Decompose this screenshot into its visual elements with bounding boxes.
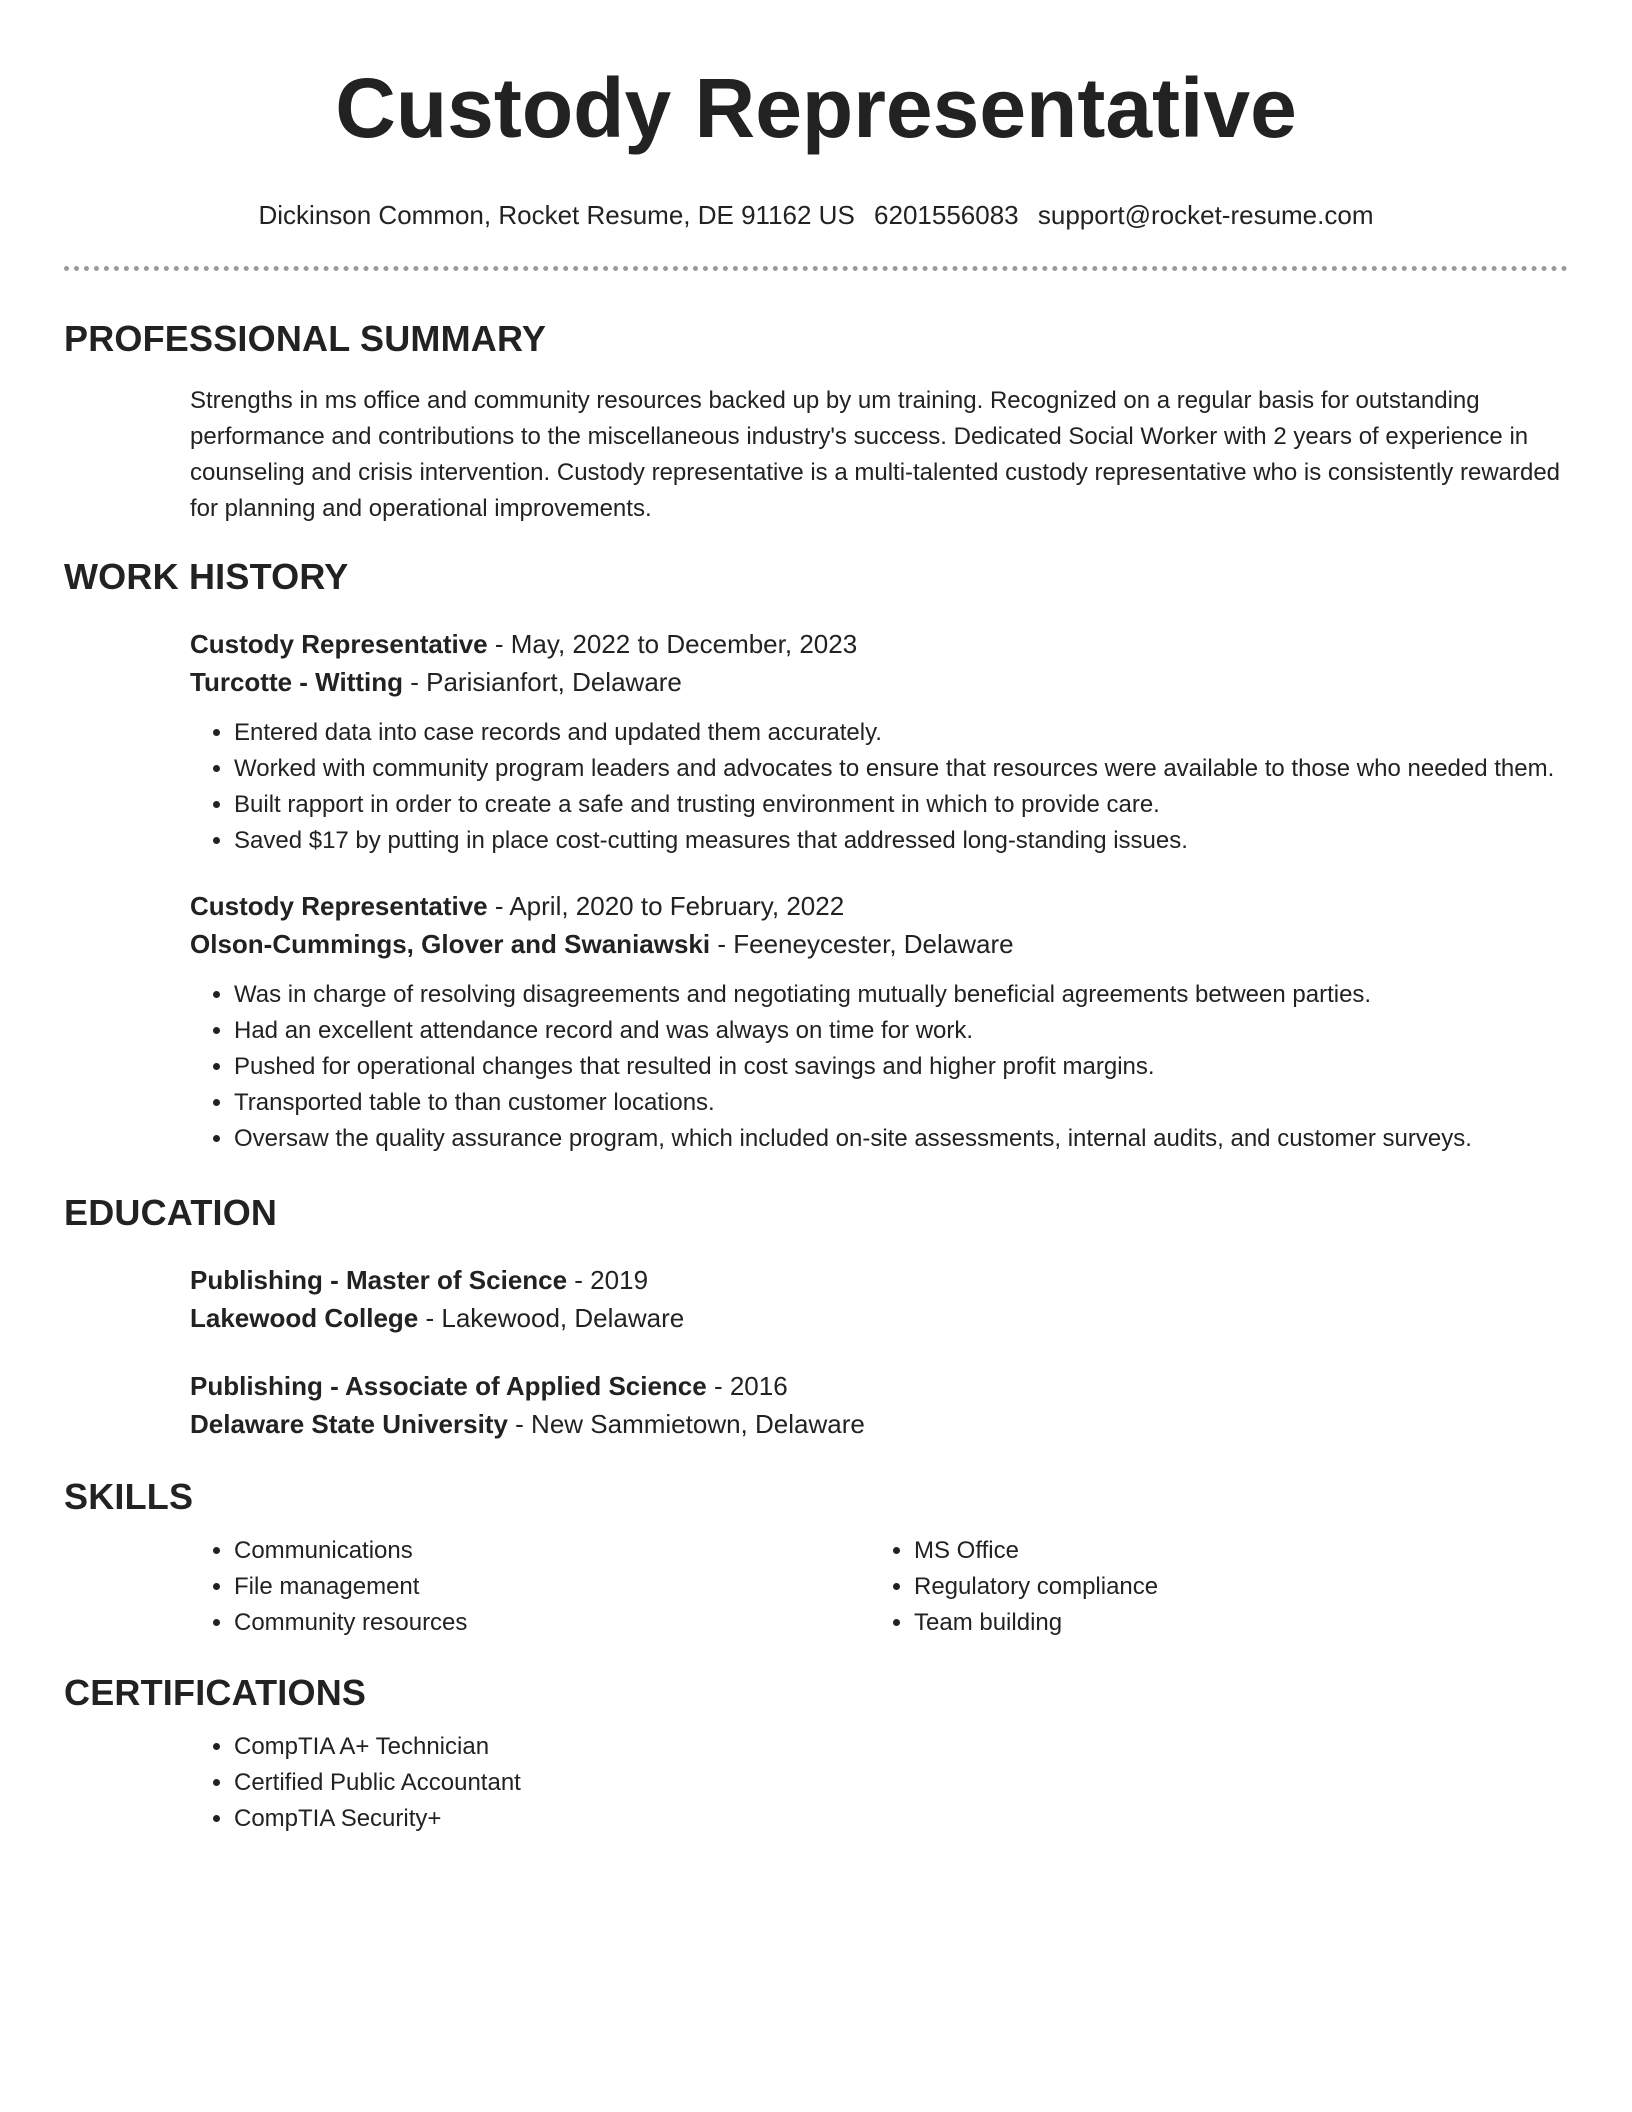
summary-text: Strengths in ms office and community resources backed up by um training. Recognized on a regular basis for outstanding performance and contributions to the miscellaneous industry's success. Dedicated Social Worker with 2 years of experience in counseling and crisis intervention. Custody representative is a multi-talented custody representative who is consistently rewarded for planning and operational improvements. bbox=[190, 387, 1561, 522]
certifications-section bbox=[64, 1729, 1568, 1837]
job-bullets bbox=[190, 715, 1568, 859]
list-item: • Worked with community program leaders and advocates to ensure that resources were available to those who needed them. bbox=[234, 751, 1568, 787]
list-item: • Had an excellent attendance record and was always on time for work. bbox=[234, 1013, 1568, 1049]
job-entry bbox=[190, 887, 1568, 1157]
school-name: Lakewood College bbox=[190, 1303, 419, 1333]
list-item: • CompTIA A+ Technician bbox=[234, 1729, 1568, 1765]
degree-year: - 2016 bbox=[706, 1371, 788, 1401]
contact-address: Dickinson Common, Rocket Resume, DE 91162 US bbox=[258, 200, 855, 230]
job-role: Custody Representative bbox=[190, 891, 488, 921]
job-dates: - April, 2020 to February, 2022 bbox=[487, 891, 845, 921]
job-company: Turcotte - Witting bbox=[190, 667, 404, 697]
job-company-line bbox=[190, 925, 1568, 963]
school-line bbox=[190, 1405, 1568, 1443]
certifications-list bbox=[190, 1729, 1568, 1837]
degree-line bbox=[190, 1261, 1568, 1299]
degree-name: Publishing - Associate of Applied Science bbox=[190, 1371, 707, 1401]
education-section bbox=[64, 1261, 1568, 1443]
list-item: • Certified Public Accountant bbox=[234, 1765, 1568, 1801]
summary-heading: PROFESSIONAL SUMMARY bbox=[64, 318, 547, 359]
job-company: Olson-Cummings, Glover and Swaniawski bbox=[190, 929, 711, 959]
degree-line bbox=[190, 1367, 1568, 1405]
list-item: • CompTIA Security+ bbox=[234, 1801, 1568, 1837]
list-item: • Oversaw the quality assurance program, which included on-site assessments, internal audits, and customer surveys. bbox=[234, 1121, 1568, 1157]
job-bullets bbox=[190, 977, 1568, 1157]
summary-section bbox=[64, 383, 1568, 527]
list-item: • File management bbox=[234, 1569, 870, 1605]
skills-column-right bbox=[870, 1533, 1550, 1641]
skills-section bbox=[64, 1533, 1568, 1641]
job-location: - Feeneycester, Delaware bbox=[710, 929, 1014, 959]
contact-email: support@rocket-resume.com bbox=[1037, 200, 1374, 230]
job-dates: - May, 2022 to December, 2023 bbox=[487, 629, 858, 659]
school-line bbox=[190, 1299, 1568, 1337]
skills-column-left bbox=[190, 1533, 870, 1641]
contact-line bbox=[64, 198, 1568, 232]
list-item: • Was in charge of resolving disagreements and negotiating mutually beneficial agreements between parties. bbox=[234, 977, 1568, 1013]
education-entry bbox=[190, 1367, 1568, 1443]
job-location: - Parisianfort, Delaware bbox=[403, 667, 682, 697]
certifications-heading: CERTIFICATIONS bbox=[64, 1672, 367, 1713]
work-history-section bbox=[64, 625, 1568, 1157]
degree-name: Publishing - Master of Science bbox=[190, 1265, 568, 1295]
school-location: - Lakewood, Delaware bbox=[418, 1303, 685, 1333]
header-divider bbox=[64, 266, 1568, 271]
degree-year: - 2019 bbox=[567, 1265, 649, 1295]
school-location: - New Sammietown, Delaware bbox=[507, 1409, 865, 1439]
skills-heading: SKILLS bbox=[64, 1476, 194, 1517]
job-company-line bbox=[190, 663, 1568, 701]
job-role: Custody Representative bbox=[190, 629, 488, 659]
contact-phone: 6201556083 bbox=[874, 200, 1019, 230]
list-item: • Transported table to than customer locations. bbox=[234, 1085, 1568, 1121]
list-item: • Communications bbox=[234, 1533, 870, 1569]
job-title-line bbox=[190, 887, 1568, 925]
work-history-heading: WORK HISTORY bbox=[64, 556, 349, 597]
list-item: • Pushed for operational changes that resulted in cost savings and higher profit margins. bbox=[234, 1049, 1568, 1085]
list-item: • Built rapport in order to create a safe and trusting environment in which to provide care. bbox=[234, 787, 1568, 823]
job-title-line bbox=[190, 625, 1568, 663]
job-entry bbox=[190, 625, 1568, 859]
list-item: • Team building bbox=[914, 1605, 1550, 1641]
list-item: • MS Office bbox=[914, 1533, 1550, 1569]
list-item: • Entered data into case records and updated them accurately. bbox=[234, 715, 1568, 751]
candidate-name: Custody Representative bbox=[335, 61, 1297, 155]
list-item: • Community resources bbox=[234, 1605, 870, 1641]
education-entry bbox=[190, 1261, 1568, 1337]
skills-grid bbox=[190, 1533, 1568, 1641]
list-item: • Regulatory compliance bbox=[914, 1569, 1550, 1605]
list-item: • Saved $17 by putting in place cost-cutting measures that addressed long-standing issues. bbox=[234, 823, 1568, 859]
school-name: Delaware State University bbox=[190, 1409, 508, 1439]
education-heading: EDUCATION bbox=[64, 1192, 278, 1233]
